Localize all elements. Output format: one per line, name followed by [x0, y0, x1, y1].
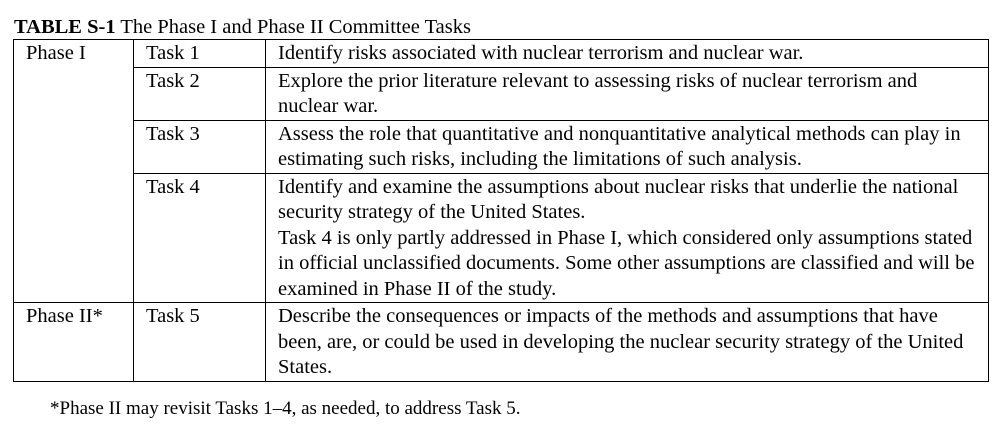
task-description: Assess the role that quantitative and nonquantitative analytical methods can play in estimating such risks, including the limitations of such analysis.	[278, 122, 961, 170]
task-cell: Task 3	[134, 120, 266, 173]
task-cell: Task 5	[134, 303, 266, 382]
phase-cell: Phase I	[14, 40, 134, 303]
task-description: Explore the prior literature relevant to assessing risks of nuclear terrorism and nuclear war.	[278, 69, 918, 117]
table-row	[14, 67, 989, 120]
task-description-cell	[266, 120, 989, 173]
task-description-cell	[266, 303, 989, 382]
table-row	[14, 120, 989, 173]
task-description: Describe the consequences or impacts of the methods and assumptions that have been, are, or could be used in developing the nuclear security strategy of the United States.	[278, 305, 964, 378]
table-caption-title: The Phase I and Phase II Committee Tasks	[120, 16, 471, 38]
task-cell: Task 4	[134, 173, 266, 303]
table-row	[14, 303, 989, 382]
table-footnote: *Phase II may revisit Tasks 1–4, as needed, to address Task 5.	[50, 398, 521, 419]
table-caption-label: TABLE S-1	[14, 16, 116, 38]
task-cell: Task 1	[134, 40, 266, 68]
table-caption	[14, 15, 471, 39]
task-description: Identify risks associated with nuclear terrorism and nuclear war.	[278, 42, 804, 64]
table-row	[14, 173, 989, 303]
table-row	[14, 40, 989, 68]
task-cell: Task 2	[134, 67, 266, 120]
task-description: Identify and examine the assumptions about nuclear risks that underlie the national security strategy of the United States.	[278, 175, 959, 223]
phase-cell: Phase II*	[14, 303, 134, 382]
task-description-cell	[266, 173, 989, 303]
task-note: Task 4 is only partly addressed in Phase I, which considered only assumptions stated in official unclassified documents. Some other assumptions are classified and will be examined in Phase II of the study.	[278, 226, 975, 300]
task-description-cell	[266, 67, 989, 120]
task-description-cell	[266, 40, 989, 68]
committee-tasks-table	[13, 39, 989, 382]
